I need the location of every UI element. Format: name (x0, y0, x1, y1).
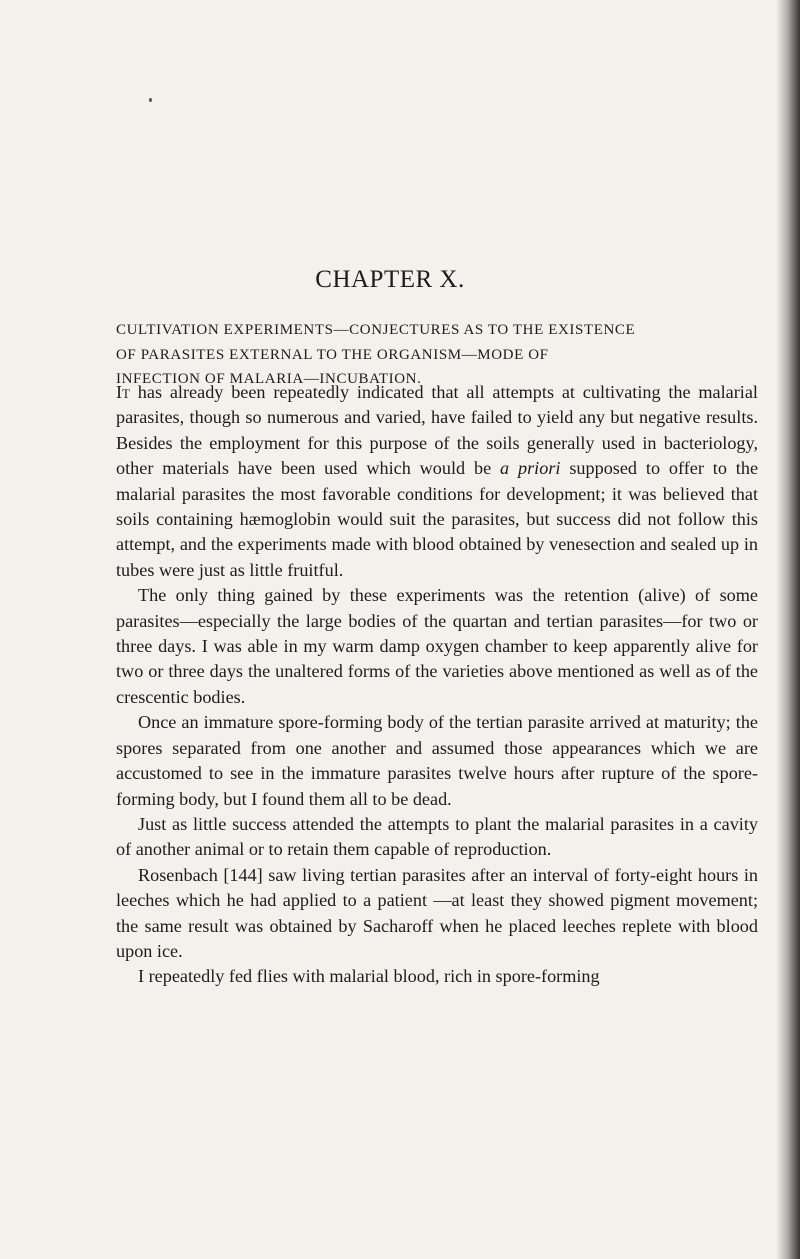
italic-phrase: a priori (500, 458, 561, 479)
subtitle-line: CULTIVATION EXPERIMENTS—CONJECTURES AS TO THE EXISTENCE (116, 322, 636, 338)
chapter-body (116, 380, 758, 990)
paragraph-text: supposed to offer to the malarial parasites the most favorable conditions for development; it was believed that soils containing hæmoglobin would suit the parasites, but success did not follow this attempt, and the experiments made with blood obtained by venesection and sealed up in tubes were just as little fruitful. (116, 458, 759, 580)
chapter-heading: CHAPTER X. (315, 266, 465, 293)
paragraph: I repeatedly fed flies with malarial blood, rich in spore-forming (138, 966, 600, 987)
drop-lead-word: It (116, 382, 130, 402)
paragraph (116, 380, 758, 583)
paragraph: Just as little success attended the attempts to plant the malarial parasites in a cavity of another animal or to retain them capable of reproduction. (116, 813, 758, 860)
subtitle-line: INFECTION OF MALARIA—INCUBATION. (116, 371, 422, 387)
paragraph: Rosenbach [144] saw living tertian parasites after an interval of forty-eight hours in leeches which he had applied to a patient —at least they showed pigment movement; the same result was obtained by Sacharoff when he placed leeches replete with blood upon ice. (116, 864, 758, 961)
paragraph-text: has already been repeatedly indicated that all attempts at cultivating the malarial parasites, though so numerous and varied, have failed to yield any but negative results. Besides the employment for this purpose of the soils generally used in bacteriology, other materials have been used which would be (116, 382, 758, 479)
subtitle-line: OF PARASITES EXTERNAL TO THE ORGANISM—MODE OF (116, 346, 549, 363)
page-edge-shadow (776, 0, 800, 1259)
ink-speck (149, 98, 152, 102)
paragraph: The only thing gained by these experiments was the retention (alive) of some parasites—especially the large bodies of the quartan and tertian parasites—for two or three days. I was able in my warm damp oxygen chamber to keep apparently alive for two or three days the unaltered forms of the varieties above mentioned as well as of the crescentic bodies. (116, 585, 758, 707)
paragraph: Once an immature spore-forming body of the tertian parasite arrived at maturity; the spores separated from one another and assumed those appearances which we are accustomed to see in the immature parasites twelve hours after rupture of the spore-forming body, but I found them all to be dead. (116, 712, 758, 809)
